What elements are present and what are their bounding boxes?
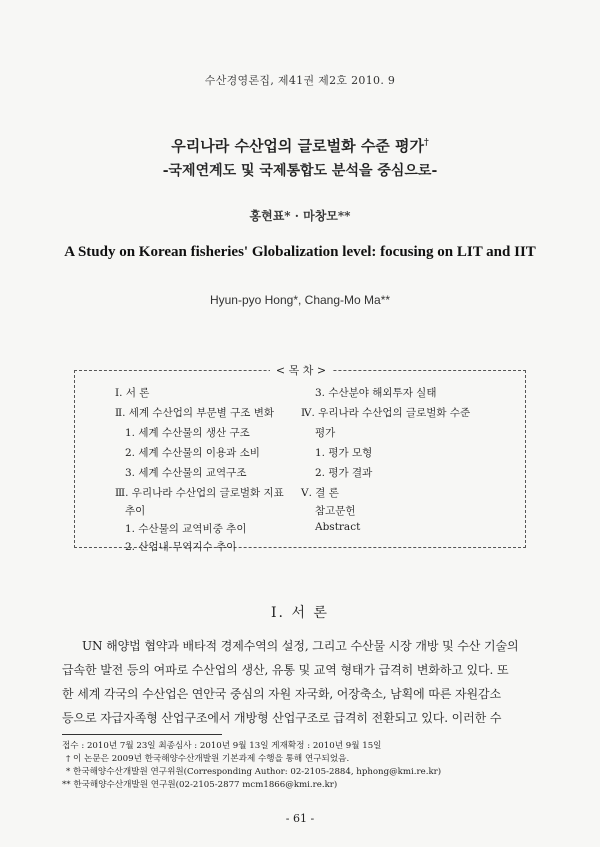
- toc-item: 추이: [125, 505, 146, 517]
- body-text-line: UN 해양법 협약과 배타적 경제수역의 설정, 그리고 수산물 시장 개방 및 수산 기술의: [82, 639, 519, 653]
- toc-item: 2. 평가 결과: [315, 467, 373, 479]
- page-number: - 61 -: [285, 812, 315, 825]
- toc-item: 3. 세계 수산물의 교역구조: [125, 467, 247, 479]
- toc-item: Ⅳ. 우리나라 수산업의 글로벌화 수준: [301, 407, 471, 419]
- toc-item: Ⅱ. 세계 수산업의 부문별 구조 변화: [115, 407, 275, 419]
- footnote: ** 한국해양수산개발원 연구원(02-2105-2877 mcm1866@kmi.re.kr): [62, 780, 338, 790]
- toc-item: 2. 산업내 무역지수 추이: [125, 541, 237, 553]
- footnote-dates: 접수 : 2010년 7월 23일 최종심사 : 2010년 9월 13일 게재확정 : 2010년 9월 15일: [62, 741, 382, 751]
- footnote: † 이 논문은 2009년 한국해양수산개발원 기본과제 수행을 통해 연구되었음.: [66, 754, 350, 764]
- table-of-contents: [74, 364, 526, 553]
- toc-item: 3. 수산분야 해외투자 실태: [315, 387, 437, 399]
- toc-item: Ⅲ. 우리나라 수산업의 글로벌화 지표: [115, 487, 284, 499]
- section-heading: Ⅰ. 서 론: [271, 605, 329, 621]
- title-footnote-mark: †: [424, 138, 429, 148]
- toc-item: Abstract: [315, 521, 361, 533]
- toc-item: 참고문헌: [315, 505, 356, 517]
- toc-item: 평가: [315, 427, 336, 439]
- paper-title: [0, 135, 600, 156]
- paper-title-english: A Study on Korean fisheries' Globalization level: focusing on LIT and IIT: [64, 244, 536, 260]
- authors-english: Hyun-pyo Hong*, Chang-Mo Ma**: [209, 293, 391, 307]
- toc-item: Ⅴ. 결 론: [301, 487, 339, 499]
- toc-item: 1. 세계 수산물의 생산 구조: [125, 427, 250, 439]
- authors-korean: 홍현표* · 마창모**: [249, 209, 351, 223]
- toc-heading: < 목 차 >: [75, 362, 527, 378]
- journal-header: 수산경영론집, 제41권 제2호 2010. 9: [204, 74, 396, 87]
- toc-item: 1. 수산물의 교역비중 추이: [125, 523, 247, 535]
- footnote-divider: [62, 734, 222, 735]
- body-text-line: 등으로 자급자족형 산업구조에서 개방형 산업구조로 급격히 전환되고 있다. 이러한 수: [62, 711, 502, 725]
- toc-item: Ⅰ. 서 론: [115, 387, 150, 399]
- body-text-line: 한 세계 각국의 수산업은 연안국 중심의 자원 자국화, 어장축소, 남획에 따른 자원감소: [62, 687, 502, 701]
- body-text-line: 급속한 발전 등의 여파로 수산업의 생산, 유통 및 교역 형태가 급격히 변화하고 있다. 또: [62, 663, 509, 677]
- toc-item: 2. 세계 수산물의 이용과 소비: [125, 447, 260, 459]
- paper-subtitle: -국제연계도 및 국제통합도 분석을 중심으로-: [162, 163, 438, 179]
- footnote: * 한국해양수산개발원 연구위원(Corresponding Author: 02-2105-2884, hphong@kmi.re.kr): [66, 767, 442, 777]
- toc-item: 1. 평가 모형: [315, 447, 373, 459]
- paper-title-text: 우리나라 수산업의 글로벌화 수준 평가: [171, 137, 424, 155]
